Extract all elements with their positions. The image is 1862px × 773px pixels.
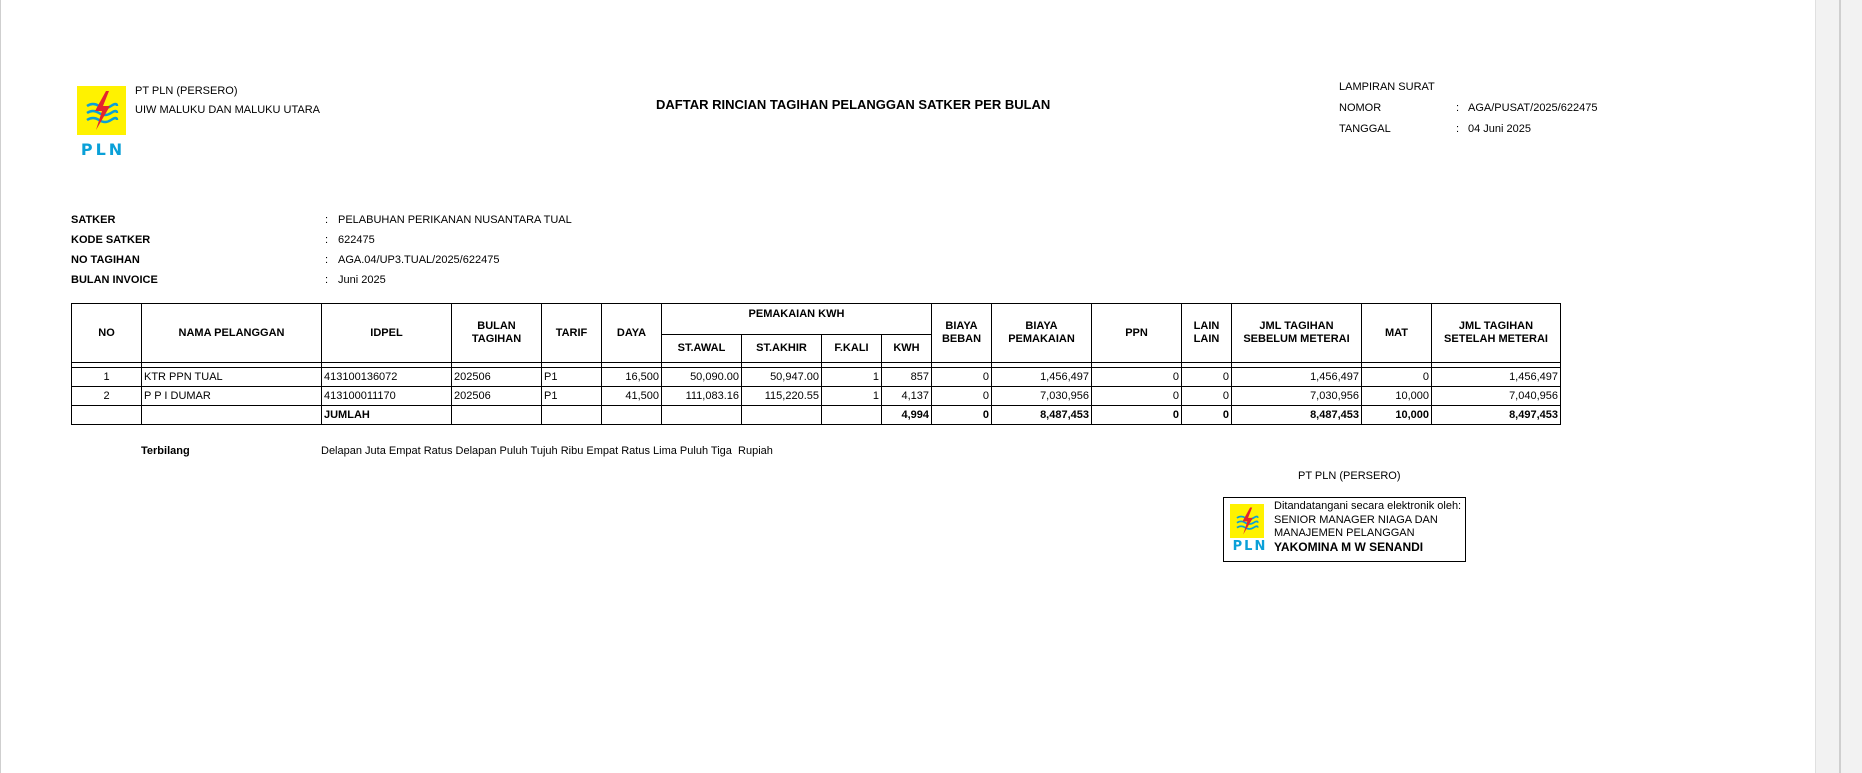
info-sep: : (325, 234, 329, 246)
col-header-idpel: IDPEL (322, 304, 452, 363)
cell-biaya-pemakaian: 1,456,497 (992, 368, 1092, 387)
signature-company: PT PLN (PERSERO) (1298, 470, 1401, 482)
col-header-tarif: TARIF (542, 304, 602, 363)
billing-table (71, 303, 1561, 425)
cell-kwh: 857 (882, 368, 932, 387)
cell-total-kwh: 4,994 (882, 406, 932, 425)
tanggal-sep: : (1456, 123, 1460, 135)
cell-daya: 16,500 (602, 368, 662, 387)
cell-st-akhir: 115,220.55 (742, 387, 822, 406)
unit-name: UIW MALUKU DAN MALUKU UTARA (135, 104, 320, 116)
cell-lain: 0 (1182, 368, 1232, 387)
signature-line2: SENIOR MANAGER NIAGA DAN (1274, 514, 1438, 526)
col-header-jml-setelah: JML TAGIHAN SETELAH METERAI (1432, 304, 1561, 363)
col-header-nama: NAMA PELANGGAN (142, 304, 322, 363)
pln-logo-text: PLN (80, 140, 126, 159)
info-value-no-tagihan: AGA.04/UP3.TUAL/2025/622475 (338, 254, 500, 266)
cell-tarif: P1 (542, 368, 602, 387)
nomor-value: AGA/PUSAT/2025/622475 (1468, 102, 1598, 114)
cell-nama: KTR PPN TUAL (142, 368, 322, 387)
cell-daya: 41,500 (602, 387, 662, 406)
cell-st-awal: 50,090.00 (662, 368, 742, 387)
pln-logo (77, 86, 129, 159)
info-label-bulan-invoice: BULAN INVOICE (71, 274, 158, 286)
info-label-satker: SATKER (71, 214, 116, 226)
cell-total-beban: 0 (932, 406, 992, 425)
col-header-kwh: KWH (882, 335, 932, 363)
cell-f-kali: 1 (822, 387, 882, 406)
col-header-st-akhir: ST.AKHIR (742, 335, 822, 363)
info-value-bulan-invoice: Juni 2025 (338, 274, 386, 286)
col-header-biaya-pemakaian: BIAYA PEMAKAIAN (992, 304, 1092, 363)
cell-total-ppn: 0 (1092, 406, 1182, 425)
cell-jml-sebelum: 7,030,956 (1232, 387, 1362, 406)
cell-bulan: 202506 (452, 387, 542, 406)
cell-idpel: 413100136072 (322, 368, 452, 387)
signature-line3: MANAJEMEN PELANGGAN (1274, 527, 1415, 539)
col-header-no: NO (72, 304, 142, 363)
col-header-jml-sebelum: JML TAGIHAN SEBELUM METERAI (1232, 304, 1362, 363)
col-header-st-awal: ST.AWAL (662, 335, 742, 363)
document-title: DAFTAR RINCIAN TAGIHAN PELANGGAN SATKER PER BULAN (656, 97, 1051, 112)
cell-st-akhir: 50,947.00 (742, 368, 822, 387)
info-sep: : (325, 214, 329, 226)
signature-name: YAKOMINA M W SENANDI (1274, 540, 1424, 554)
cell-kwh: 4,137 (882, 387, 932, 406)
cell-total-lain: 0 (1182, 406, 1232, 425)
info-label-kode-satker: KODE SATKER (71, 234, 151, 246)
attachment-label: LAMPIRAN SURAT (1339, 81, 1435, 93)
cell-st-awal: 111,083.16 (662, 387, 742, 406)
cell-mat: 0 (1362, 368, 1432, 387)
terbilang-value: Delapan Juta Empat Ratus Delapan Puluh Tujuh Ribu Empat Ratus Lima Puluh Tiga Rupiah (321, 445, 773, 457)
signature-box (1223, 497, 1466, 562)
table-total-row (72, 406, 1561, 425)
info-sep: : (325, 254, 329, 266)
cell-idpel: 413100011170 (322, 387, 452, 406)
info-value-kode-satker: 622475 (338, 234, 375, 246)
cell-ppn: 0 (1092, 387, 1182, 406)
info-sep: : (325, 274, 329, 286)
nomor-label: NOMOR (1339, 102, 1382, 114)
terbilang-label: Terbilang (141, 445, 190, 457)
cell-f-kali: 1 (822, 368, 882, 387)
cell-ppn: 0 (1092, 368, 1182, 387)
cell-total-pemakaian: 8,487,453 (992, 406, 1092, 425)
nomor-sep: : (1456, 102, 1460, 114)
pln-logo-small-mark (1230, 504, 1264, 538)
cell-mat: 10,000 (1362, 387, 1432, 406)
cell-total-label: JUMLAH (322, 406, 452, 425)
col-header-bulan-tagihan: BULAN TAGIHAN (452, 304, 542, 363)
cell-total-mat: 10,000 (1362, 406, 1432, 425)
cell-total-sebelum: 8,487,453 (1232, 406, 1362, 425)
vertical-scrollbar[interactable] (1815, 0, 1862, 773)
cell-biaya-beban: 0 (932, 368, 992, 387)
col-header-ppn: PPN (1092, 304, 1182, 363)
cell-lain: 0 (1182, 387, 1232, 406)
cell-biaya-beban: 0 (932, 387, 992, 406)
info-value-satker: PELABUHAN PERIKANAN NUSANTARA TUAL (338, 214, 572, 226)
tanggal-label: TANGGAL (1339, 123, 1391, 135)
cell-tarif: P1 (542, 387, 602, 406)
pln-logo-mark (77, 86, 126, 135)
col-header-lain-lain: LAIN LAIN (1182, 304, 1232, 363)
cell-total-setelah: 8,497,453 (1432, 406, 1561, 425)
table-row (72, 368, 1561, 387)
col-header-daya: DAYA (602, 304, 662, 363)
cell-jml-setelah: 7,040,956 (1432, 387, 1561, 406)
cell-jml-sebelum: 1,456,497 (1232, 368, 1362, 387)
cell-biaya-pemakaian: 7,030,956 (992, 387, 1092, 406)
company-name: PT PLN (PERSERO) (135, 85, 238, 97)
col-header-biaya-beban: BIAYA BEBAN (932, 304, 992, 363)
table-row (72, 387, 1561, 406)
cell-no: 2 (72, 387, 142, 406)
scrollbar-track[interactable] (1839, 0, 1841, 773)
pln-logo-small-text: PLN (1232, 539, 1268, 554)
cell-nama: P P I DUMAR (142, 387, 322, 406)
col-header-pemakaian: PEMAKAIAN KWH (662, 304, 932, 335)
info-label-no-tagihan: NO TAGIHAN (71, 254, 140, 266)
cell-bulan: 202506 (452, 368, 542, 387)
signature-line1: Ditandatangani secara elektronik oleh: (1274, 500, 1462, 512)
cell-jml-setelah: 1,456,497 (1432, 368, 1561, 387)
tanggal-value: 04 Juni 2025 (1468, 123, 1531, 135)
col-header-f-kali: F.KALI (822, 335, 882, 363)
cell-no: 1 (72, 368, 142, 387)
pln-logo-small (1230, 504, 1270, 554)
col-header-mat: MAT (1362, 304, 1432, 363)
